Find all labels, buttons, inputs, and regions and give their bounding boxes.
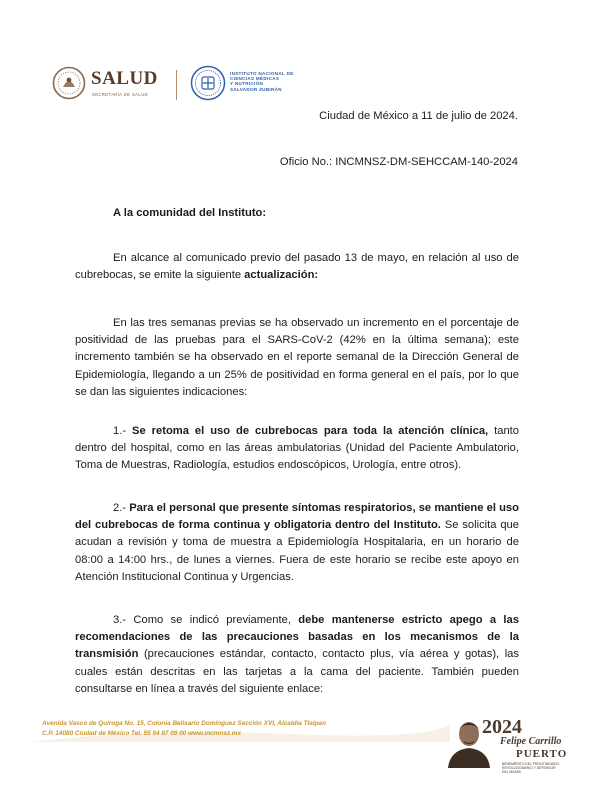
- item-3-emphasis: debe mantenerse estricto apego a las recomendaciones de las precauciones basadas en los mecanismos de la transmisión: [75, 614, 519, 661]
- item-1-emphasis: Se retoma el uso de cubrebocas para toda la atención clínica,: [132, 425, 489, 437]
- item-1-text: tanto dentro del hospital, como en las áreas ambulatorias (Unidad del Paciente Ambulatorio, Toma de Muestras, Radiología, estudios endoscópicos, Urología, entre otros).: [75, 425, 519, 472]
- item-2-emphasis: Para el personal que presente síntomas respiratorios, se mantiene el uso del cubrebocas de forma continua y obligatoria dentro del Instituto.: [75, 502, 519, 532]
- salutation: A la comunidad del Instituto:: [113, 207, 267, 219]
- institute-name-line: CIENCIAS MÉDICAS: [230, 76, 280, 82]
- place-date: Ciudad de México a 11 de julio de 2024.: [319, 110, 518, 122]
- intro-bold: actualización:: [244, 269, 319, 282]
- institute-name-line: INSTITUTO NACIONAL DE: [230, 71, 294, 76]
- institute-name-line: Y NUTRICIÓN: [230, 81, 264, 87]
- instruction-item-3: [75, 612, 519, 698]
- instruction-item-1: [75, 423, 519, 475]
- item-number: 3.- Como se indicó previamente,: [113, 614, 299, 626]
- item-2-text: Se solicita que acudan a revisión y toma de muestra a Epidemiología Hospitalaria, en un horario de 08:00 a 14:00 hrs., de lunes a viernes. Fuera de este horario se recibe este apoyo en Atención Institucional Continua y Urgencias.: [75, 519, 519, 583]
- item-number: 2.-: [113, 502, 130, 514]
- honoree-tagline: [502, 762, 560, 774]
- honoree-tagline-line: REVOLUCIONARIO Y DEFENSOR: [502, 766, 556, 770]
- commemorative-year: 2024: [482, 716, 522, 738]
- instruction-item-2: [75, 500, 519, 586]
- institute-name: [230, 71, 294, 92]
- mexico-coat-of-arms-icon: [52, 66, 86, 100]
- intro-paragraph: [75, 250, 519, 284]
- item-number: 1.-: [113, 425, 133, 437]
- footer-address: [42, 719, 326, 738]
- honoree-tagline-line: BENEMÉRITO DEL PROLETARIADO,: [502, 762, 560, 766]
- honoree-first-name: Felipe Carrillo: [500, 736, 562, 747]
- item-3-text: (precauciones estándar, contacto, contacto plus, vía aérea y gotas), las cuales están descritas en las tarjetas a la cama del paciente. También pueden consultarse en línea a través del siguiente enlace:: [75, 648, 519, 695]
- institute-name-line: SALVADOR ZUBIRÁN: [230, 86, 282, 92]
- salud-subtitle: SECRETARÍA DE SALUD: [92, 92, 148, 97]
- honoree-last-name: PUERTO: [516, 748, 568, 760]
- footer-contact-line: C.P. 14080 Ciudad de México Tel. 55 54 87 09 00 www.incmnsz.mx: [42, 729, 242, 737]
- context-paragraph: En las tres semanas previas se ha observado un incremento en el porcentaje de positividad de las pruebas para el SARS-CoV-2 (42% en la última semana); este incremento también se ha observado en el reporte semanal de la Dirección General de Epidemiología, llegando a un 25% de positividad en forma general en el país, por lo que se dan las siguientes indicaciones:: [75, 317, 519, 398]
- intro-text: En alcance al comunicado previo del pasado 13 de mayo, en relación al uso de cubrebocas, se emite la siguiente: [75, 252, 519, 282]
- office-number: Oficio No.: INCMNSZ-DM-SEHCCAM-140-2024: [279, 156, 518, 168]
- honoree-tagline-line: DEL MAYAB: [502, 770, 521, 774]
- logo-divider: [176, 70, 177, 100]
- institute-seal-icon: [190, 65, 226, 101]
- footer-address-line: Avenida Vasco de Quiroga No. 15, Colonia Belisario Domínguez Sección XVI, Alcaldía Tlalpan: [42, 720, 326, 727]
- salud-logo-text: SALUD: [91, 68, 158, 89]
